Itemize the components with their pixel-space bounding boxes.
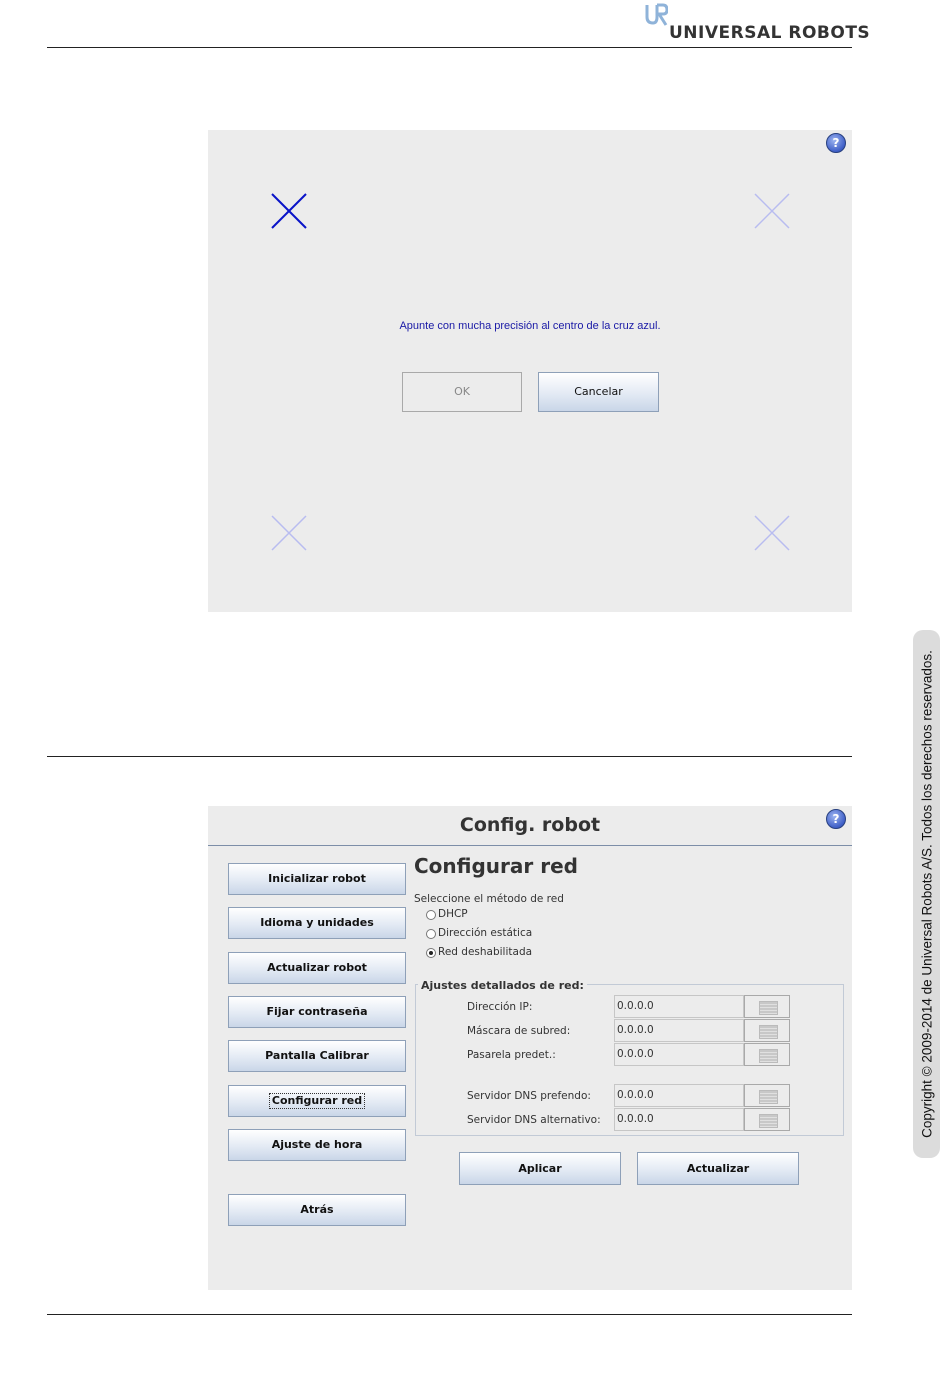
- alternate-dns-label: Servidor DNS alternativo:: [467, 1114, 601, 1126]
- copyright-notice: Copyright © 2009-2014 de Universal Robots A/S. Todos los derechos reservados.: [919, 650, 935, 1138]
- default-gateway-label: Pasarela predet.:: [467, 1049, 556, 1061]
- keyboard-icon: [759, 1090, 778, 1104]
- ip-address-field[interactable]: 0.0.0.0: [614, 995, 744, 1018]
- calibration-cross-icon: [753, 192, 791, 230]
- help-icon[interactable]: ?: [826, 809, 846, 829]
- menu-language-units-button[interactable]: [228, 907, 406, 939]
- calibration-cross-active-icon: [270, 192, 308, 230]
- preferred-dns-field[interactable]: 0.0.0.0: [614, 1084, 744, 1107]
- keyboard-icon: [759, 1114, 778, 1128]
- default-gateway-field[interactable]: 0.0.0.0: [614, 1043, 744, 1066]
- keyboard-button[interactable]: [744, 1043, 790, 1066]
- ur-logo-icon: [644, 3, 668, 29]
- keyboard-button[interactable]: [744, 995, 790, 1018]
- menu-update-robot-button[interactable]: [228, 952, 406, 984]
- menu-initialize-robot-button[interactable]: [228, 863, 406, 895]
- method-prompt: Seleccione el método de red: [414, 893, 564, 905]
- section-title: Configurar red: [414, 854, 578, 878]
- help-icon[interactable]: ?: [826, 133, 846, 153]
- calibration-screen: [208, 130, 852, 612]
- calibration-instruction: Apunte con mucha precisión al centro de la cruz azul.: [399, 320, 661, 332]
- menu-button-label: Idioma y unidades: [260, 916, 374, 929]
- keyboard-icon: [759, 1049, 778, 1063]
- menu-button-label: Configurar red: [269, 1093, 365, 1109]
- title-divider: [208, 845, 852, 846]
- footer-divider: [47, 1314, 852, 1315]
- cancel-button[interactable]: Cancelar: [538, 372, 659, 412]
- radio-network-disabled[interactable]: [426, 948, 436, 958]
- keyboard-button[interactable]: [744, 1019, 790, 1042]
- alternate-dns-field[interactable]: 0.0.0.0: [614, 1108, 744, 1131]
- radio-dhcp[interactable]: [426, 910, 436, 920]
- network-details-title: Ajustes detallados de red:: [418, 979, 587, 992]
- keyboard-icon: [759, 1001, 778, 1015]
- menu-button-label: Actualizar robot: [267, 961, 367, 974]
- menu-set-password-button[interactable]: [228, 996, 406, 1028]
- brand-name: UNIVERSAL ROBOTS: [669, 23, 871, 43]
- preferred-dns-label: Servidor DNS prefendo:: [467, 1090, 591, 1102]
- radio-static-address[interactable]: [426, 929, 436, 939]
- menu-button-label: Pantalla Calibrar: [265, 1049, 369, 1062]
- subnet-mask-label: Máscara de subred:: [467, 1025, 571, 1037]
- menu-time-setting-button[interactable]: [228, 1129, 406, 1161]
- menu-button-label: Ajuste de hora: [271, 1138, 363, 1151]
- menu-button-label: Atrás: [300, 1203, 334, 1216]
- menu-button-label: Fijar contraseña: [266, 1005, 368, 1018]
- menu-configure-network-button[interactable]: [228, 1085, 406, 1117]
- radio-label: DHCP: [438, 908, 468, 920]
- menu-button-label: Inicializar robot: [268, 872, 366, 885]
- update-button[interactable]: Actualizar: [637, 1152, 799, 1185]
- page-title: Config. robot: [459, 814, 601, 836]
- ip-address-label: Dirección IP:: [467, 1001, 533, 1013]
- radio-label: Red deshabilitada: [438, 946, 533, 958]
- menu-calibrate-screen-button[interactable]: [228, 1040, 406, 1072]
- header-divider: [47, 47, 852, 48]
- section-divider: [47, 756, 852, 757]
- ok-button[interactable]: OK: [402, 372, 522, 412]
- calibration-cross-icon: [270, 514, 308, 552]
- robot-setup-screen: [208, 806, 852, 1290]
- calibration-cross-icon: [753, 514, 791, 552]
- apply-button[interactable]: Aplicar: [459, 1152, 621, 1185]
- menu-back-button[interactable]: [228, 1194, 406, 1226]
- keyboard-icon: [759, 1025, 778, 1039]
- keyboard-button[interactable]: [744, 1108, 790, 1131]
- keyboard-button[interactable]: [744, 1084, 790, 1107]
- radio-label: Dirección estática: [438, 927, 533, 939]
- brand-logo: [644, 3, 871, 43]
- subnet-mask-field[interactable]: 0.0.0.0: [614, 1019, 744, 1042]
